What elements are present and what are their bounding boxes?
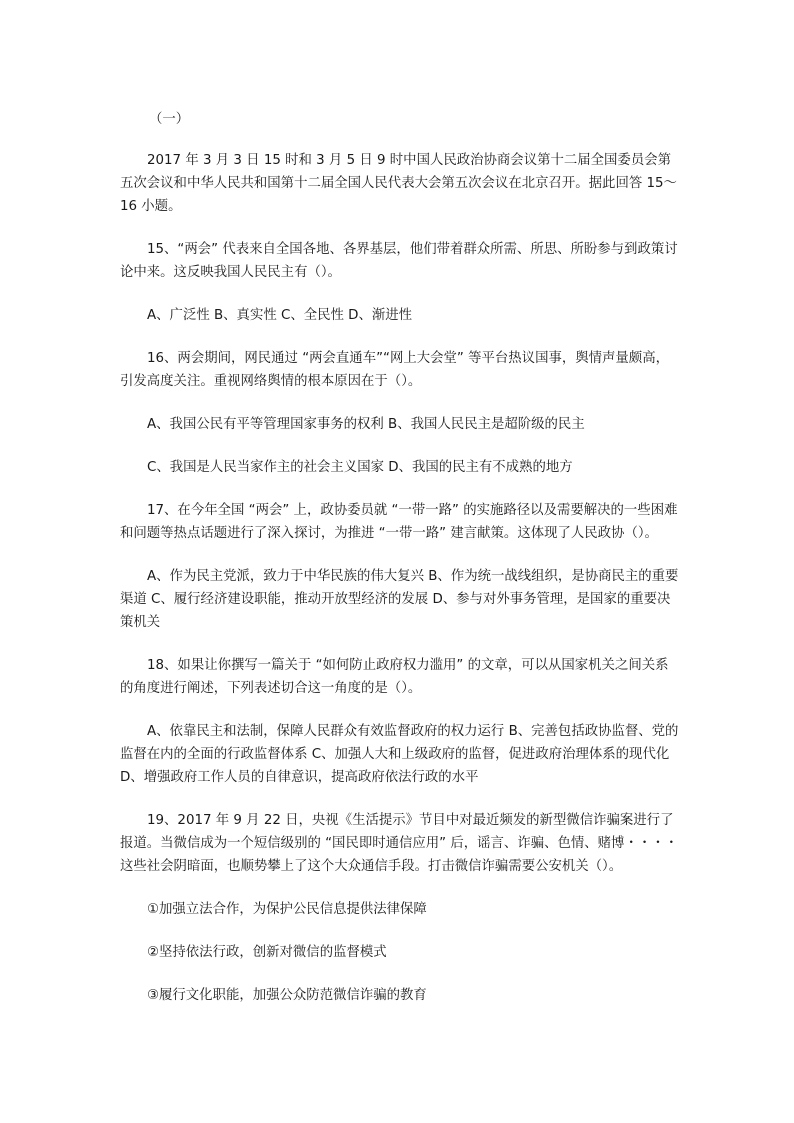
question-18-options: A、依靠民主和法制，保障人民群众有效监督政府的权力运行 B、完善包括政协监督、党的监督在内的全面的行政监督体系 C、加强人大和上级政府的监督，促进政府治理体系的现代化 D、增强政府工作人员的自律意识，提高政府依法行政的水平 [120,724,679,785]
document-page [120,108,680,1027]
question-17-options: A、作为民主党派，致力于中华民族的伟大复兴 B、作为统一战线组织，是协商民主的重要渠道 C、履行经济建设职能，推动开放型经济的发展 D、参与对外事务管理，是国家的重要决策机关 [120,569,679,630]
question-18: 18、如果让你撰写一篇关于 “如何防止政府权力滥用” 的文章，可以从国家机关之间关系的角度进行阐述，下列表述切合这一角度的是（）。 [120,658,669,696]
statement-3: ③履行文化职能，加强公众防范微信诈骗的教育 [147,988,427,1003]
statement-2: ②坚持依法行政，创新对微信的监督模式 [147,945,387,960]
intro-paragraph: 2017 年 3 月 3 日 15 时和 3 月 5 日 9 时中国人民政治协商会议第十二届全国委员会第五次会议和中华人民共和国第十二届全国人民代表大会第五次会议在北京召开。据此回答 15～16 小题。 [120,153,677,214]
question-16-options-cd: C、我国是人民当家作主的社会主义国家 D、我国的民主有不成熟的地方 [147,460,573,475]
question-16: 16、两会期间，网民通过 “两会直通车”“网上大会堂” 等平台热议国事，舆情声量颇高，引发高度关注。重视网络舆情的根本原因在于（）。 [120,351,669,389]
question-15-options: A、广泛性 B、真实性 C、全民性 D、渐进性 [147,308,413,323]
question-15: 15、“两会” 代表来自全国各地、各界基层，他们带着群众所需、所思、所盼参与到政策讨论中来。这反映我国人民民主有（）。 [120,242,678,280]
question-16-options-ab: A、我国公民有平等管理国家事务的权利 B、我国人民民主是超阶级的民主 [147,417,585,432]
section-heading: （一） [149,112,190,127]
question-17: 17、在今年全国 “两会” 上，政协委员就 “一带一路” 的实施路径以及需要解决的一些困难和问题等热点话题进行了深入探讨，为推进 “一带一路” 建言献策。这体现了人民政协（）。 [120,503,678,541]
question-19: 19、2017 年 9 月 22 日，央视《生活提示》节目中对最近频发的新型微信诈骗案进行了报道。当微信成为一个短信级别的 “国民即时通信应用” 后，谣言、诈骗、色情、赌博・・・・这些社会阴暗面，也顺势攀上了这个大众通信手段。打击微信诈骗需要公安机关（）。 [120,813,679,874]
statement-1: ①加强立法合作，为保护公民信息提供法律保障 [147,902,427,917]
